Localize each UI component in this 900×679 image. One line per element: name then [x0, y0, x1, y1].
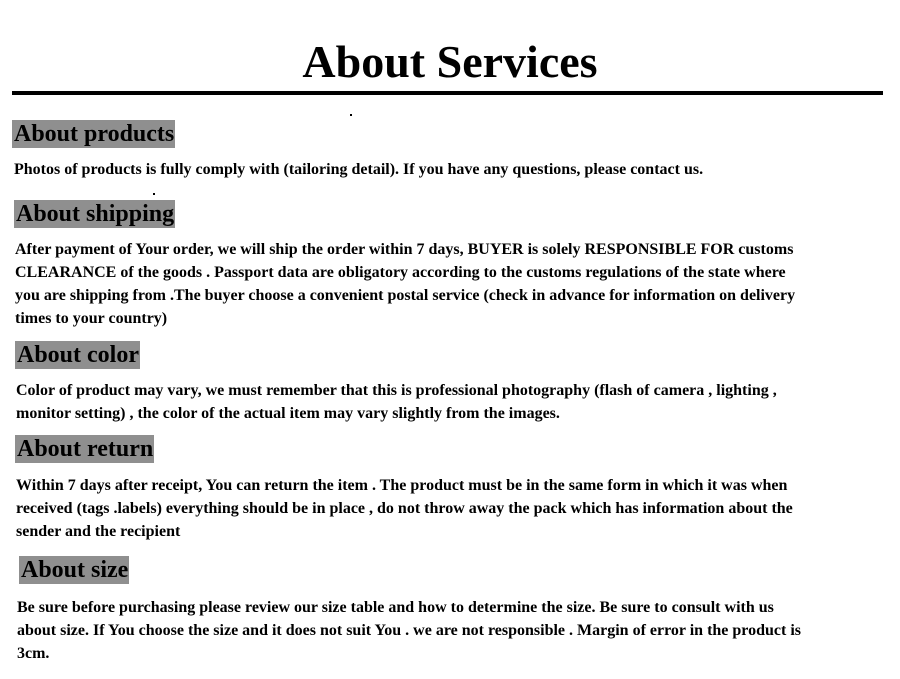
title-divider	[12, 91, 883, 95]
text-line: CLEARANCE of the goods . Passport data are obligatory according to the customs regulations of the state where	[15, 264, 786, 281]
section-heading-size: About size	[21, 557, 129, 583]
text-line: about size. If You choose the size and it does not suit You . we are not responsible . Margin of error in the product is	[17, 622, 802, 639]
stray-dot	[153, 193, 155, 195]
section-heading-shipping: About shipping	[16, 201, 175, 227]
text-line: sender and the recipient	[16, 523, 181, 540]
stray-dot	[350, 114, 352, 116]
text-line: Be sure before purchasing please review our size table and how to determine the size. Be sure to consult with us	[17, 599, 774, 616]
text-line: Photos of products is fully comply with (tailoring detail). If you have any questions, please contact us.	[14, 161, 704, 178]
section-heading-color: About color	[17, 342, 139, 368]
section-text-shipping	[15, 238, 795, 330]
section-text-return	[16, 474, 793, 543]
text-line: monitor setting) , the color of the actual item may vary slightly from the images.	[16, 405, 560, 422]
section-heading-return: About return	[17, 436, 154, 462]
section-text-color	[16, 379, 777, 425]
text-line: received (tags .labels) everything should be in place , do not throw away the pack which has information about the	[16, 500, 793, 517]
text-line: times to your country)	[15, 310, 168, 327]
page-title: About Services	[302, 36, 598, 87]
text-line: After payment of Your order, we will ship the order within 7 days, BUYER is solely RESPONSIBLE FOR customs	[15, 241, 794, 258]
text-line: 3cm.	[17, 645, 50, 662]
text-line: Color of product may vary, we must remember that this is professional photography (flash of camera , lighting ,	[16, 382, 777, 399]
section-heading-products: About products	[14, 121, 175, 147]
text-line: Within 7 days after receipt, You can return the item . The product must be in the same form in which it was when	[16, 477, 788, 494]
text-line: you are shipping from .The buyer choose a convenient postal service (check in advance for information on delivery	[15, 287, 796, 304]
section-text-size	[17, 596, 801, 665]
section-text-products	[14, 158, 703, 181]
